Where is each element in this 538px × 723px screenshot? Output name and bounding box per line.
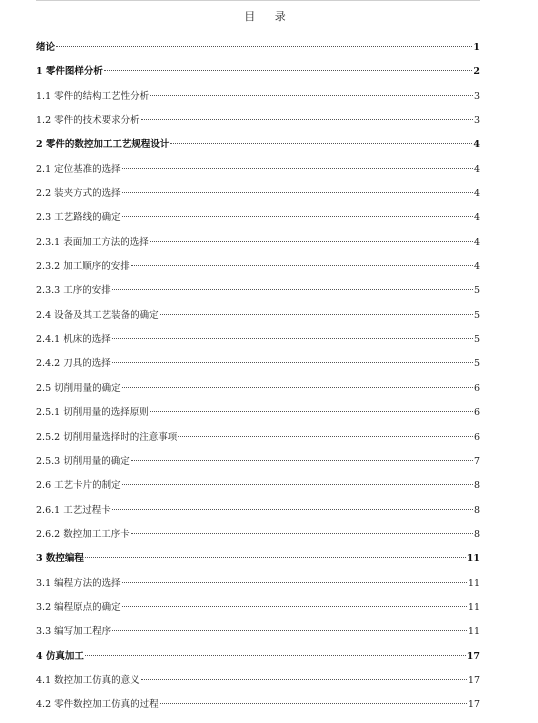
dot-leader: [178, 436, 473, 437]
toc-entry-page-number: 2: [473, 66, 480, 78]
dot-leader: [150, 411, 473, 412]
toc-entry-page-number: 17: [467, 699, 480, 711]
dot-leader: [122, 387, 473, 388]
toc-entry[interactable]: [36, 669, 480, 693]
dot-leader: [104, 70, 472, 71]
toc-entry[interactable]: [36, 377, 480, 401]
toc-entry-label: 2.5.2 切削用量选择时的注意事项: [36, 431, 178, 443]
page-title: 目 录: [244, 10, 294, 23]
toc-entry-label: 2 零件的数控加工工艺规程设计: [36, 139, 170, 151]
toc-entry[interactable]: [36, 36, 480, 60]
toc-entry[interactable]: [36, 426, 480, 450]
toc-entry-page-number: 4: [473, 139, 480, 151]
toc-entry[interactable]: [36, 231, 480, 255]
dot-leader: [122, 606, 467, 607]
toc-entry[interactable]: [36, 450, 480, 474]
toc-entry-page-number: 11: [467, 601, 480, 613]
toc-entry[interactable]: [36, 645, 480, 669]
dot-leader: [150, 241, 473, 242]
dot-leader: [112, 509, 473, 510]
toc-entry-page-number: 1: [473, 42, 480, 53]
dot-leader: [131, 265, 473, 266]
toc-entry-label: 3.3 编写加工程序: [36, 626, 112, 638]
toc-entry-page-number: 7: [473, 455, 480, 467]
toc-entry-label: 4.1 数控加工仿真的意义: [36, 674, 140, 686]
toc-entry[interactable]: [36, 158, 480, 182]
toc-entry[interactable]: [36, 523, 480, 547]
toc-entry-label: 3 数控编程: [36, 553, 84, 565]
toc-entry-page-number: 4: [473, 188, 480, 200]
toc-entry[interactable]: [36, 279, 480, 303]
dot-leader: [122, 168, 473, 169]
toc-entry-label: 2.3 工艺路线的确定: [36, 212, 121, 224]
toc-entry-page-number: 11: [466, 553, 480, 565]
toc-entry-label: 2.6 工艺卡片的制定: [36, 480, 121, 492]
dot-leader: [122, 484, 473, 485]
toc-entry[interactable]: [36, 693, 480, 717]
toc-entry[interactable]: [36, 255, 480, 279]
toc-entry-page-number: 5: [473, 358, 480, 370]
toc-entry-page-number: 5: [473, 334, 480, 346]
toc-entry-label: 绪论: [36, 42, 56, 53]
toc-entry-page-number: 5: [473, 309, 480, 321]
toc-entry-page-number: 6: [473, 382, 480, 394]
toc-entry-label: 1.2 零件的技术要求分析: [36, 115, 140, 127]
dot-leader: [160, 703, 467, 704]
toc-entry[interactable]: [36, 60, 480, 84]
toc-entry-page-number: 8: [473, 528, 480, 540]
top-rule: [36, 0, 480, 1]
toc-entry-label: 2.4 设备及其工艺装备的确定: [36, 309, 159, 321]
toc-entry-label: 2.3.3 工序的安排: [36, 285, 111, 297]
toc-entry[interactable]: [36, 182, 480, 206]
toc-entry-page-number: 4: [473, 261, 480, 273]
toc-entry-page-number: 11: [467, 577, 480, 589]
toc-entry-page-number: 5: [473, 285, 480, 297]
toc-entry[interactable]: [36, 328, 480, 352]
toc-entry[interactable]: [36, 620, 480, 644]
toc-entry[interactable]: [36, 499, 480, 523]
toc-entry[interactable]: [36, 206, 480, 230]
dot-leader: [122, 582, 467, 583]
toc-entry-label: 4.2 零件数控加工仿真的过程: [36, 699, 159, 711]
toc-entry-page-number: 3: [473, 115, 480, 127]
dot-leader: [122, 216, 473, 217]
toc-entry[interactable]: [36, 85, 480, 109]
dot-leader: [122, 192, 473, 193]
dot-leader: [112, 338, 473, 339]
toc-entry-label: 2.1 定位基准的选择: [36, 163, 121, 175]
toc-entry-label: 4 仿真加工: [36, 650, 84, 662]
toc-entry-label: 2.2 装夹方式的选择: [36, 188, 121, 200]
toc-entry-label: 3.1 编程方法的选择: [36, 577, 121, 589]
toc-entry[interactable]: [36, 474, 480, 498]
dot-leader: [170, 143, 472, 144]
toc-entry[interactable]: [36, 352, 480, 376]
toc-entry-label: 3.2 编程原点的确定: [36, 601, 121, 613]
toc-entry-label: 2.5.1 切削用量的选择原则: [36, 407, 149, 419]
toc-entry-label: 2.3.2 加工顺序的安排: [36, 261, 130, 273]
toc-entry[interactable]: [36, 133, 480, 157]
toc-entry-page-number: 4: [473, 212, 480, 224]
dot-leader: [85, 557, 466, 558]
toc-entry-label: 2.5.3 切削用量的确定: [36, 455, 130, 467]
toc-entry-page-number: 17: [467, 674, 480, 686]
dot-leader: [56, 46, 472, 47]
toc-entry-label: 2.4.1 机床的选择: [36, 334, 111, 346]
toc-entry[interactable]: [36, 596, 480, 620]
toc-entry-label: 1.1 零件的结构工艺性分析: [36, 90, 150, 102]
dot-leader: [131, 533, 473, 534]
dot-leader: [131, 460, 473, 461]
dot-leader: [160, 314, 473, 315]
dot-leader: [85, 655, 466, 656]
toc-entry-label: 2.6.2 数控加工工序卡: [36, 528, 130, 540]
toc-entry[interactable]: [36, 401, 480, 425]
toc-entry-page-number: 8: [473, 504, 480, 516]
dot-leader: [141, 679, 467, 680]
toc-entry-label: 2.3.1 表面加工方法的选择: [36, 236, 149, 248]
toc-entry-page-number: 4: [473, 236, 480, 248]
toc-entry-label: 2.4.2 刀具的选择: [36, 358, 111, 370]
toc-entry-page-number: 8: [473, 480, 480, 492]
dot-leader: [112, 362, 473, 363]
toc-entry-page-number: 3: [473, 90, 480, 102]
toc-entry[interactable]: [36, 572, 480, 596]
dot-leader: [112, 630, 467, 631]
toc-entry[interactable]: [36, 547, 480, 571]
toc-entry-label: 2.5 切削用量的确定: [36, 382, 121, 394]
dot-leader: [112, 289, 473, 290]
dot-leader: [141, 119, 473, 120]
toc-entry-page-number: 6: [473, 431, 480, 443]
toc-entry-page-number: 11: [467, 626, 480, 638]
toc-entry-label: 1 零件图样分析: [36, 66, 103, 78]
toc-entry[interactable]: [36, 109, 480, 133]
toc-entry-page-number: 17: [466, 650, 480, 662]
toc-list: [36, 36, 480, 718]
toc-entry[interactable]: [36, 304, 480, 328]
toc-entry-page-number: 6: [473, 407, 480, 419]
toc-entry-label: 2.6.1 工艺过程卡: [36, 504, 111, 516]
dot-leader: [150, 95, 473, 96]
toc-entry-page-number: 4: [473, 163, 480, 175]
